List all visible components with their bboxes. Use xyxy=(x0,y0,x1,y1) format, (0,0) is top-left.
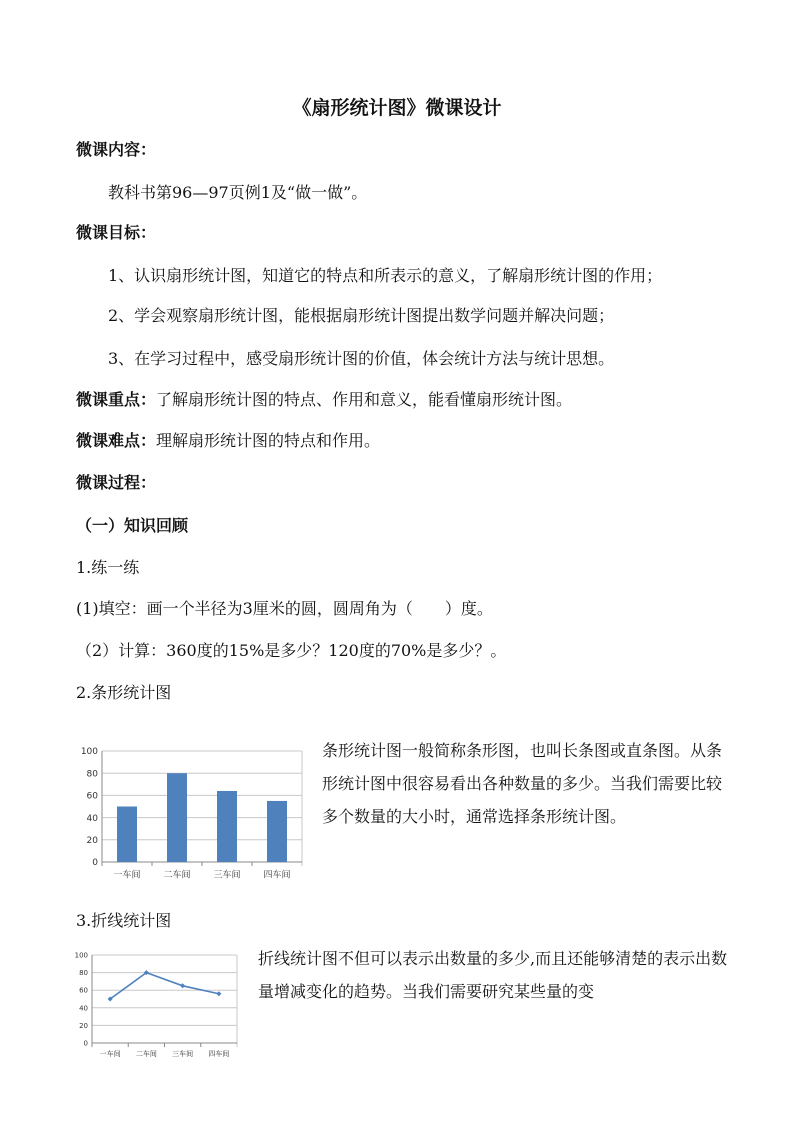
difficulty-text: 理解扇形统计图的特点和作用。 xyxy=(156,431,381,450)
bar xyxy=(267,801,287,862)
bar-chart-description: 条形统计图一般简称条形图，也叫长条图或直条图。从条形统计图中很容易看出各种数量的多少。当我们需要比较多个数量的大小时，通常选择条形统计图。 xyxy=(322,741,723,826)
x-tick-label: 三车间 xyxy=(172,1049,194,1058)
key-point-line xyxy=(76,387,572,410)
y-tick-label: 80 xyxy=(79,969,88,978)
page-title: 《扇形统计图》微课设计 xyxy=(292,97,502,119)
y-tick-label: 100 xyxy=(80,747,98,758)
x-tick-label: 四车间 xyxy=(208,1049,230,1058)
key-point-text: 了解扇形统计图的特点、作用和意义，能看懂扇形统计图。 xyxy=(156,390,573,409)
y-tick-label: 40 xyxy=(79,1004,88,1013)
x-tick-label: 三车间 xyxy=(213,870,241,881)
section-heading: （一）知识回顾 xyxy=(76,516,189,535)
line-chart xyxy=(72,947,248,1063)
series-line xyxy=(110,973,219,999)
y-tick-label: 0 xyxy=(83,1039,88,1048)
bar-chart xyxy=(72,736,312,888)
y-tick-label: 100 xyxy=(74,951,88,960)
y-tick-label: 60 xyxy=(79,986,88,995)
bar xyxy=(167,773,187,862)
question-1: (1)填空：画一个半径为3厘米的圆，圆周角为（ ）度。 xyxy=(76,599,493,618)
bar-chart-heading: 2.条形统计图 xyxy=(76,683,172,702)
bar xyxy=(217,791,237,862)
x-tick-label: 一车间 xyxy=(113,870,141,881)
y-tick-label: 20 xyxy=(79,1021,88,1030)
content-text: 教科书第96—97页例1及“做一做”。 xyxy=(108,183,368,202)
line-chart-description: 折线统计图不但可以表示出数量的多少,而且还能够清楚的表示出数量增减变化的趋势。当我们需要研究某些量的变 xyxy=(258,949,728,1001)
y-tick-label: 80 xyxy=(86,769,98,780)
practice-heading: 1.练一练 xyxy=(76,558,140,577)
data-point xyxy=(180,983,185,988)
line-chart-heading: 3.折线统计图 xyxy=(76,911,172,930)
process-heading: 微课过程： xyxy=(76,473,157,492)
content-heading: 微课内容： xyxy=(76,140,157,159)
y-tick-label: 0 xyxy=(92,858,98,869)
goal-item-3: 3、在学习过程中，感受扇形统计图的价值，体会统计方法与统计思想。 xyxy=(108,349,615,368)
y-tick-label: 20 xyxy=(86,835,98,846)
difficulty-label: 微课难点： xyxy=(76,431,157,450)
x-tick-label: 一车间 xyxy=(99,1049,121,1058)
y-tick-label: 60 xyxy=(86,791,98,802)
goal-heading: 微课目标： xyxy=(76,223,157,242)
x-tick-label: 二车间 xyxy=(135,1049,157,1058)
difficulty-line xyxy=(76,428,380,451)
bar xyxy=(117,807,137,863)
data-point xyxy=(216,991,221,996)
question-2: （2）计算：360度的15%是多少？120度的70%是多少？。 xyxy=(76,641,507,660)
goal-item-1: 1、认识扇形统计图，知道它的特点和所表示的意义，了解扇形统计图的作用； xyxy=(108,266,663,285)
goal-item-2: 2、学会观察扇形统计图，能根据扇形统计图提出数学问题并解决问题； xyxy=(108,306,615,325)
key-point-label: 微课重点： xyxy=(76,390,157,409)
y-tick-label: 40 xyxy=(86,813,98,824)
x-tick-label: 四车间 xyxy=(263,870,291,881)
x-tick-label: 二车间 xyxy=(163,870,191,881)
